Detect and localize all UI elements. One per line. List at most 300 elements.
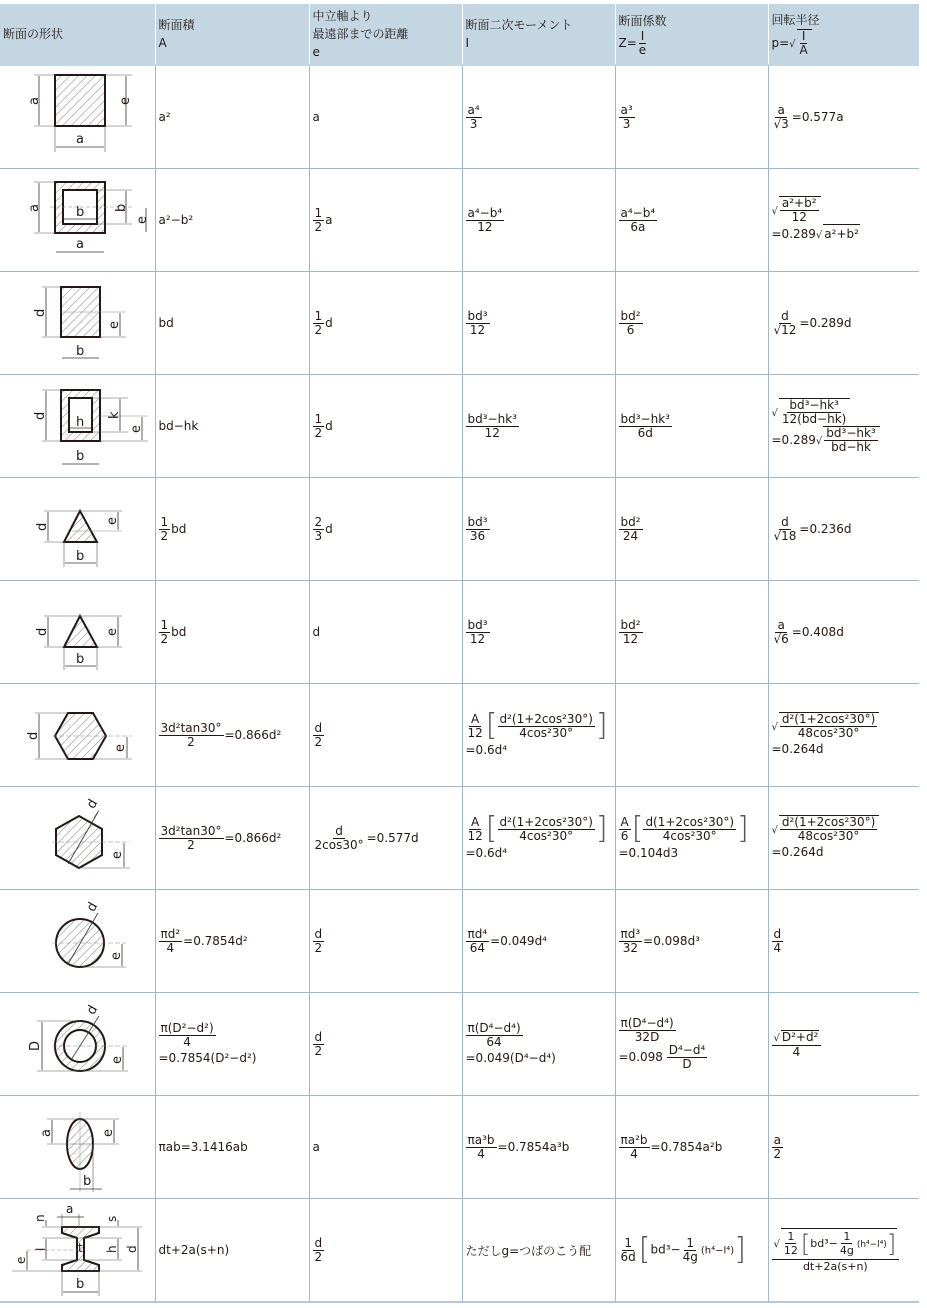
svg-text:h: h: [105, 1245, 120, 1253]
radius-cell: [768, 684, 919, 787]
area-tail: =0.7854d²: [183, 933, 248, 948]
left-bracket-icon: [: [631, 811, 644, 846]
den: 2: [314, 219, 323, 234]
svg-text:s: s: [105, 1215, 120, 1222]
den: 4: [166, 940, 175, 955]
area-cell: [155, 787, 309, 890]
den: 4: [183, 1034, 191, 1049]
area-cell: [155, 478, 309, 581]
den: 12: [484, 425, 500, 440]
modulus-fraction: [619, 310, 643, 337]
den: 2: [160, 631, 169, 646]
header-distance: [309, 4, 462, 65]
left-bracket-icon: [: [485, 811, 498, 846]
area-fraction: [159, 1022, 216, 1049]
shape-cell: [0, 169, 155, 272]
den: 2: [314, 734, 323, 749]
table-row: [0, 65, 919, 169]
right-bracket-icon: ]: [886, 1229, 897, 1258]
den: 12: [467, 725, 483, 740]
den: 6: [626, 322, 635, 337]
header-distance-title-1: 中立軸より: [312, 9, 373, 23]
header-radius-formula: [771, 29, 812, 57]
modulus-cell: [615, 65, 768, 169]
den: A: [799, 43, 808, 57]
svg-text:e: e: [110, 851, 126, 859]
moment-cell: [462, 375, 615, 478]
area-fraction: [159, 928, 183, 955]
modulus-fraction: [619, 207, 658, 234]
area-cell: [155, 993, 309, 1096]
shape-cell: [0, 1199, 155, 1303]
distance-tail: a: [325, 212, 333, 227]
num: [772, 1228, 900, 1260]
table-row: [0, 581, 919, 684]
right-bracket-icon: ]: [595, 811, 608, 846]
den: 6a: [630, 219, 646, 234]
den: 4cos²30°: [519, 828, 574, 843]
right-bracket-icon: ]: [734, 1232, 746, 1267]
distance-fraction: [313, 310, 325, 337]
left-bracket-icon: [: [800, 1229, 811, 1258]
svg-text:e: e: [109, 952, 125, 960]
header-moment-symbol: I: [465, 36, 470, 50]
moment-cell: [462, 1199, 615, 1303]
right-bracket-icon: ]: [595, 708, 608, 743]
den: 3: [314, 528, 323, 543]
distance-tail: d: [325, 315, 333, 330]
sqrt-icon: √: [771, 722, 778, 733]
svg-text:e: e: [105, 628, 121, 636]
svg-text:d: d: [84, 796, 102, 812]
moment-fraction: [466, 1022, 523, 1049]
radius-tail: =0.408d: [791, 624, 844, 639]
area-cell: [155, 65, 309, 169]
table-row: [0, 478, 919, 581]
svg-text:d: d: [84, 1002, 102, 1018]
header-shape-label: 断面の形状: [3, 26, 64, 41]
num: a⁴: [467, 102, 480, 117]
den: 4: [477, 1146, 485, 1161]
radius-fraction: [772, 1134, 784, 1161]
area-tail: =0.866d²: [224, 727, 282, 742]
num: 1: [160, 514, 169, 529]
radius-tail: =0.264d: [771, 742, 824, 756]
num: d²(1+2cos²30°): [499, 711, 593, 726]
sqrt-icon: √: [771, 408, 778, 419]
header-modulus-title: 断面係数: [618, 13, 667, 28]
num: πa²b: [620, 1132, 648, 1147]
num: bd³−hk³: [826, 426, 876, 440]
modulus-tail: =0.098d³: [643, 933, 700, 948]
sqrt-icon: √: [773, 1032, 780, 1044]
svg-text:a: a: [27, 204, 43, 212]
modulus-term-b: (h⁴−l⁴): [700, 1245, 735, 1257]
moment-cell: [462, 684, 615, 787]
radius-fraction: [780, 713, 877, 740]
den: dt+2a(s+n): [802, 1259, 868, 1273]
svg-text:e: e: [129, 425, 145, 433]
num: 1: [314, 308, 323, 323]
svg-text:t: t: [78, 1241, 83, 1255]
den: 6d: [620, 1249, 636, 1264]
den: 3: [622, 116, 631, 131]
radius-tail: =0.577a: [791, 109, 844, 124]
distance-cell: [309, 65, 462, 169]
den: 2cos30°: [314, 837, 364, 852]
sqrt-icon: √: [789, 39, 796, 50]
moment-note: ただしg=つばのこう配: [465, 1243, 592, 1258]
den: 2: [187, 734, 195, 749]
moment-fraction: [466, 516, 490, 543]
svg-text:b: b: [76, 344, 85, 359]
header-row: [0, 4, 919, 65]
area-line-1: [159, 1022, 306, 1049]
sqrt-icon: √: [773, 1238, 780, 1250]
modulus-cell: [615, 375, 768, 478]
num: I: [640, 28, 645, 43]
svg-text:e: e: [118, 97, 134, 105]
distance-cell: [309, 272, 462, 375]
header-area-symbol: A: [158, 36, 167, 50]
area-tail: =0.7854(D²−d²): [158, 1050, 257, 1065]
radius-cell: [768, 65, 919, 169]
distance-tail: d: [325, 418, 333, 433]
table-row: [0, 993, 919, 1096]
radius-line-1: [772, 196, 917, 224]
radius-fraction: [798, 30, 810, 57]
den: 6d: [637, 425, 653, 440]
moment-line-1: [466, 1022, 612, 1049]
num: A: [620, 814, 629, 829]
left-bracket-icon: [: [638, 1232, 651, 1267]
svg-text:e: e: [113, 744, 129, 752]
num: A: [471, 814, 480, 829]
table-row: [0, 169, 919, 272]
table-row: [0, 272, 919, 375]
area-cell: [155, 1096, 309, 1199]
radius-term-b: (h⁴−l⁴): [856, 1239, 887, 1250]
num: 3d²tan30°: [160, 823, 222, 838]
distance-cell: [309, 478, 462, 581]
moment-fraction: [466, 1134, 497, 1161]
num: [772, 1030, 822, 1046]
radius-prefix: p=: [771, 36, 790, 50]
distance-cell: [309, 890, 462, 993]
den: 3: [469, 116, 478, 131]
num: a: [777, 102, 785, 117]
header-modulus: [615, 4, 768, 65]
num: bd³−hk³: [789, 398, 839, 412]
distance-cell: [309, 1199, 462, 1303]
moment-fraction: [466, 207, 505, 234]
den: √18: [773, 528, 797, 543]
svg-text:e: e: [107, 321, 123, 329]
radius-cell: [768, 787, 919, 890]
modulus-coef: =0.098: [618, 1050, 663, 1064]
num: d: [314, 1235, 323, 1250]
den: 64: [469, 940, 485, 955]
area-cell: [155, 581, 309, 684]
hollow-square-section-icon: [2, 170, 152, 270]
svg-text:d: d: [33, 411, 49, 420]
num: π(D⁴−d⁴): [467, 1020, 521, 1035]
table-row: [0, 375, 919, 478]
radius-line-1: [772, 712, 917, 740]
table-row: [0, 1199, 919, 1303]
num: a³: [620, 102, 633, 117]
distance-cell: [309, 581, 462, 684]
i-beam-section-icon: [2, 1200, 152, 1300]
radius-cell: [768, 1096, 919, 1199]
hexagon-flat-section-icon: [2, 685, 152, 785]
radius-fraction: [772, 1030, 822, 1059]
den: 4cos²30°: [519, 725, 574, 740]
svg-text:d: d: [35, 627, 51, 636]
modulus-fraction: [619, 104, 635, 131]
area-cell: [155, 375, 309, 478]
den: 24: [622, 528, 639, 543]
radius-tail: =0.236d: [799, 521, 852, 536]
num: d²(1+2cos²30°): [499, 814, 593, 829]
header-area-title: 断面積: [158, 18, 195, 32]
area-value: bd−hk: [158, 419, 199, 433]
moment-cell: [462, 1096, 615, 1199]
area-value: πab=3.1416ab: [158, 1140, 248, 1154]
moment-line-1: [466, 708, 612, 743]
ellipse-section-icon: [2, 1097, 152, 1197]
moment-cell: [462, 787, 615, 890]
den: 2: [773, 1146, 782, 1161]
num: I: [801, 29, 806, 43]
radius-line-1: [772, 398, 917, 426]
svg-text:b: b: [76, 205, 85, 220]
moment-line-1: [466, 811, 612, 846]
hollow-rectangle-section-icon: [2, 376, 152, 476]
radius-coef: =0.289: [771, 433, 816, 447]
table-row: [0, 684, 919, 787]
modulus-fraction: [619, 413, 672, 440]
header-radius: [768, 4, 919, 65]
num: bd³: [467, 617, 488, 632]
svg-text:a: a: [76, 132, 85, 147]
radius-fraction: [780, 197, 819, 224]
modulus-tail: =0.104d3: [618, 846, 679, 860]
area-value: bd: [158, 316, 174, 330]
moment-fraction: [466, 104, 482, 131]
radius-line-2: [772, 426, 917, 454]
den: 12: [469, 322, 486, 337]
radius-cell: [768, 890, 919, 993]
den: 48cos²30°: [797, 726, 860, 740]
modulus-tail-fraction: [667, 1044, 708, 1071]
den: e: [638, 42, 647, 57]
num: a⁴−b⁴: [620, 205, 656, 220]
rectangle-section-icon: [2, 273, 152, 373]
svg-text:a: a: [39, 1129, 55, 1137]
den: 4g: [839, 1244, 854, 1257]
num: 1: [843, 1230, 851, 1243]
radius-coef: =0.289: [771, 226, 816, 241]
svg-text:l: l: [34, 1247, 49, 1251]
circle-section-icon: [2, 891, 152, 991]
modulus-term-a: bd³−: [650, 1242, 681, 1257]
den: 2: [314, 322, 323, 337]
moment-cell: [462, 478, 615, 581]
den: 4: [630, 1146, 638, 1161]
radius-cell: [768, 478, 919, 581]
distance-cell: [309, 787, 462, 890]
num: πd²: [160, 926, 181, 941]
num: bd³−hk³: [620, 411, 670, 426]
radius-fraction: [780, 399, 848, 426]
shape-cell: [0, 787, 155, 890]
svg-text:d: d: [125, 1245, 140, 1253]
den: 4: [792, 1044, 801, 1059]
num: 1: [160, 617, 169, 632]
svg-text:e: e: [105, 517, 121, 525]
triangle-centroid-section-icon: [2, 479, 152, 579]
den: 12: [791, 209, 807, 224]
distance-cell: [309, 375, 462, 478]
triangle-base-section-icon: [2, 582, 152, 682]
num: 1: [314, 205, 323, 220]
hollow-circle-section-icon: [2, 994, 152, 1094]
shape-cell: [0, 375, 155, 478]
moment-fraction: [466, 928, 490, 955]
num: bd³: [467, 514, 488, 529]
moment-cell: [462, 169, 615, 272]
radius-term-a: bd³−: [810, 1236, 838, 1250]
svg-text:b: b: [76, 652, 85, 667]
radius-fraction: [772, 310, 799, 337]
svg-text:a: a: [66, 1202, 74, 1216]
shape-cell: [0, 272, 155, 375]
modulus-fraction: [619, 1017, 676, 1044]
svg-text:e: e: [110, 1056, 126, 1064]
moment-cell: [462, 993, 615, 1096]
num: 2: [314, 514, 323, 529]
modulus-line-1: [619, 1017, 765, 1044]
modulus-cell: [615, 1096, 768, 1199]
distance-cell: [309, 1096, 462, 1199]
modulus-fraction: [619, 1134, 650, 1161]
shape-cell: [0, 1096, 155, 1199]
area-value: a²: [158, 110, 171, 124]
sqrt-icon: √: [771, 205, 778, 217]
sqrt-icon: √: [815, 436, 823, 447]
den: 32: [622, 940, 638, 955]
den: 2: [314, 425, 323, 440]
radius-cell: [768, 375, 919, 478]
modulus-inner-fraction: [681, 1237, 700, 1264]
radius-fraction: [772, 1228, 900, 1273]
num: 1: [314, 411, 323, 426]
moment-fraction: [498, 816, 595, 843]
radius-cell: [768, 1199, 919, 1303]
svg-text:d: d: [35, 522, 51, 531]
area-fraction: [159, 825, 224, 852]
svg-text:b: b: [114, 203, 130, 212]
svg-text:d: d: [84, 899, 102, 915]
distance-tail: d: [325, 521, 333, 536]
moment-tail: =0.6d⁴: [465, 743, 508, 757]
num: bd²: [620, 514, 641, 529]
moment-cell: [462, 890, 615, 993]
header-radius-title: 回転半径: [771, 13, 820, 27]
shape-cell: [0, 890, 155, 993]
den: 4g: [682, 1249, 698, 1264]
header-modulus-formula: [618, 28, 650, 57]
distance-fraction: [313, 722, 325, 749]
radius-sqrt-body: D²+d²: [781, 1029, 819, 1044]
area-cell: [155, 1199, 309, 1303]
modulus-cell: [615, 993, 768, 1096]
num: 1: [787, 1230, 795, 1243]
area-value: dt+2a(s+n): [158, 1243, 230, 1257]
den: 64: [486, 1034, 502, 1049]
square-section-icon: [2, 67, 152, 167]
radius-cell: [768, 993, 919, 1096]
radius-line-1: [772, 815, 917, 843]
radius-prefix-fraction: [782, 1230, 800, 1257]
num: d: [773, 926, 782, 941]
svg-text:h: h: [76, 415, 85, 430]
section-properties-table: [0, 4, 919, 1303]
moment-tail: =0.049(D⁴−d⁴): [465, 1050, 556, 1065]
num: d(1+2cos²30°): [645, 814, 735, 829]
modulus-cell: [615, 684, 768, 787]
radius-sqrt-body: a²+b²: [823, 224, 860, 243]
moment-prefix-fraction: [466, 816, 485, 843]
svg-text:e: e: [14, 1256, 29, 1264]
modulus-prefix: Z=: [618, 35, 637, 50]
num: d: [781, 308, 789, 323]
modulus-cell: [615, 787, 768, 890]
den: 2: [187, 837, 195, 852]
num: π(D⁴−d⁴): [620, 1016, 674, 1030]
svg-text:k: k: [107, 411, 123, 419]
area-cell: [155, 890, 309, 993]
radius-cell: [768, 272, 919, 375]
svg-text:e: e: [101, 1129, 117, 1137]
num: d: [335, 823, 343, 838]
den: 2: [160, 528, 169, 543]
svg-text:a: a: [76, 237, 85, 252]
den: 2: [314, 940, 323, 955]
radius-cell: [768, 169, 919, 272]
area-fraction: [159, 619, 171, 646]
moment-tail: =0.7854a³b: [497, 1139, 570, 1154]
svg-text:d: d: [33, 308, 49, 317]
distance-fraction: [313, 1237, 325, 1264]
moment-fraction: [498, 713, 595, 740]
den: √12: [773, 322, 797, 337]
modulus-tail: =0.7854a²b: [650, 1139, 723, 1154]
moment-cell: [462, 581, 615, 684]
svg-text:a: a: [27, 97, 43, 105]
radius-inner-fraction: [838, 1230, 856, 1257]
area-cell: [155, 272, 309, 375]
num: 1: [624, 1235, 632, 1250]
radius-fraction: [780, 816, 877, 843]
moment-cell: [462, 65, 615, 169]
area-fraction: [159, 722, 224, 749]
modulus-fraction: [619, 619, 643, 646]
right-bracket-icon: ]: [737, 811, 749, 846]
area-cell: [155, 169, 309, 272]
den: 6: [620, 828, 629, 843]
